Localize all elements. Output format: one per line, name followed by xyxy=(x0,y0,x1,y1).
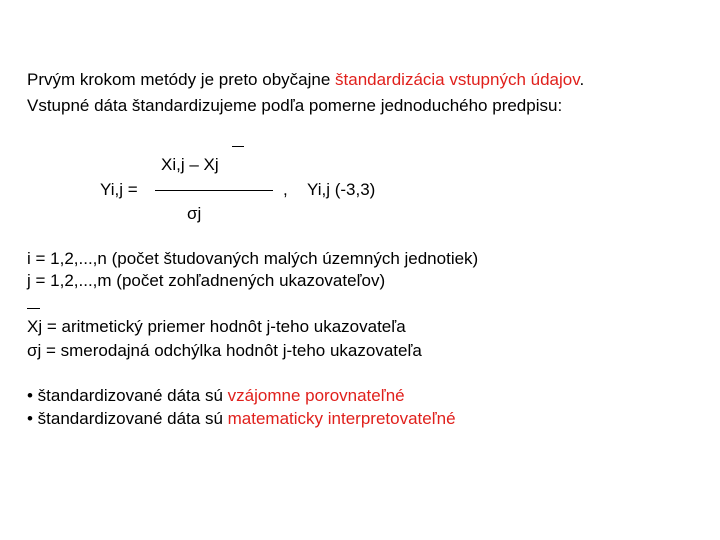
bullet-item xyxy=(27,386,405,406)
mean-overbar xyxy=(232,146,244,147)
intro-text: Prvým krokom metódy je preto obyčajne xyxy=(27,70,336,89)
fraction-bar xyxy=(155,190,273,191)
bullet-highlight: matematicky interpretovateľné xyxy=(227,409,456,428)
mean-def-overbar xyxy=(27,308,40,309)
formula-lhs: Yi,j = xyxy=(100,180,138,199)
formula-comma: , xyxy=(283,180,288,199)
formula-range: Yi,j (-3,3) xyxy=(307,180,376,199)
formula-denominator: σj xyxy=(187,204,202,223)
definition-sd: σj = smerodajná odchýlka hodnôt j-teho ukazovateľa xyxy=(27,341,422,360)
definition-mean: Xj = aritmetický priemer hodnôt j-teho ukazovateľa xyxy=(27,317,406,336)
bullet-text: • štandardizované dáta sú xyxy=(27,386,228,405)
definition-i: i = 1,2,...,n (počet študovaných malých územných jednotiek) xyxy=(27,249,479,268)
intro-highlight: štandardizácia vstupných údajov xyxy=(335,70,580,89)
bullet-highlight: vzájomne porovnateľné xyxy=(227,386,405,405)
intro-period: . xyxy=(579,70,585,89)
intro-line-1 xyxy=(27,70,584,90)
bullet-text: • štandardizované dáta sú xyxy=(27,409,228,428)
intro-line-2: Vstupné dáta štandardizujeme podľa pomerne jednoduchého predpisu: xyxy=(27,96,563,115)
definition-j: j = 1,2,...,m (počet zohľadnených ukazovateľov) xyxy=(27,271,386,290)
formula-numerator: Xi,j – Xj xyxy=(161,155,219,174)
bullet-item xyxy=(27,409,456,429)
